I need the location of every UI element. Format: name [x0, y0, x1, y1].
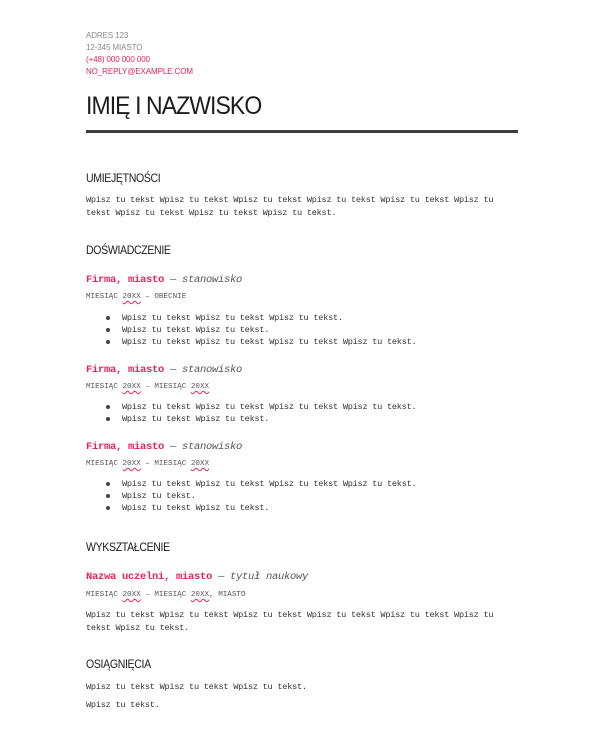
- list-item: Wpisz tu tekst Wpisz tu tekst.: [86, 324, 518, 336]
- job-bullet-list: [86, 478, 518, 514]
- job-date-end-month: – MIESIĄC: [140, 460, 191, 468]
- job-separator: —: [164, 364, 183, 376]
- job-date-end-year: 20XX: [190, 460, 210, 468]
- education-title-line: [86, 571, 308, 583]
- job-role: stanowisko: [182, 441, 243, 453]
- education-heading: WYKSZTAŁCENIE: [86, 540, 170, 554]
- title-divider: [86, 130, 518, 133]
- experience-heading: DOŚWIADCZENIE: [86, 243, 171, 257]
- job-company: Firma, miasto: [86, 364, 165, 376]
- job-date-start-year: 20XX: [122, 383, 141, 391]
- education-degree: tytuł naukowy: [230, 571, 309, 583]
- phone-number: (+48) 000 000 000: [86, 55, 150, 64]
- job-role: stanowisko: [182, 364, 243, 376]
- job-title-line: [86, 441, 242, 453]
- list-item: Wpisz tu tekst Wpisz tu tekst Wpisz tu tekst Wpisz tu tekst.: [86, 336, 518, 348]
- achievements-heading: OSIĄGNIĘCIA: [86, 657, 151, 671]
- email-address: NO_REPLY@EXAMPLE.COM: [86, 67, 193, 76]
- address-line-2: 12-345 MIASTO: [86, 43, 143, 52]
- list-item: Wpisz tu tekst Wpisz tu tekst.: [86, 502, 518, 514]
- job-bullet-list: [86, 401, 518, 425]
- education-date-end-year: 20XX: [190, 591, 210, 599]
- contact-block: [86, 30, 193, 78]
- skills-heading: UMIEJĘTNOŚCI: [86, 171, 161, 185]
- education-school: Nazwa uczelni, miasto: [86, 571, 213, 583]
- job-date-start-month: MIESIĄC: [86, 383, 123, 391]
- list-item: Wpisz tu tekst Wpisz tu tekst Wpisz tu tekst Wpisz tu tekst.: [86, 401, 518, 413]
- job-date-end-month: – MIESIĄC: [140, 383, 191, 391]
- job-date-end: – OBECNIE: [140, 293, 187, 301]
- job-dates: [86, 383, 209, 391]
- job-separator: —: [164, 441, 183, 453]
- address-line-1: ADRES 123: [86, 31, 129, 40]
- job-title-line: [86, 274, 242, 286]
- education-date-start-month: MIESIĄC: [86, 591, 123, 599]
- education-separator: —: [212, 571, 231, 583]
- job-company: Firma, miasto: [86, 441, 165, 453]
- job-date-start-month: MIESIĄC: [86, 460, 123, 468]
- job-dates: [86, 460, 209, 468]
- job-company: Firma, miasto: [86, 274, 165, 286]
- job-dates: [86, 293, 186, 301]
- education-location: , MIASTO: [209, 591, 246, 599]
- job-bullet-list: [86, 312, 518, 348]
- job-date-start-year: 20XX: [122, 460, 141, 468]
- job-role: stanowisko: [182, 274, 243, 286]
- achievements-line-2: Wpisz tu tekst.: [86, 700, 160, 710]
- full-name-title: IMIĘ I NAZWISKO: [86, 92, 262, 120]
- education-date-end-month: – MIESIĄC: [140, 591, 191, 599]
- skills-text: Wpisz tu tekst Wpisz tu tekst Wpisz tu tekst Wpisz tu tekst Wpisz tu tekst Wpisz tu tekst Wpisz tu tekst Wpisz tu tekst Wpisz tu tekst.: [86, 195, 494, 218]
- list-item: Wpisz tu tekst Wpisz tu tekst Wpisz tu tekst Wpisz tu tekst.: [86, 478, 518, 490]
- education-text: Wpisz tu tekst Wpisz tu tekst Wpisz tu tekst Wpisz tu tekst Wpisz tu tekst Wpisz tu tekst Wpisz tu tekst.: [86, 610, 494, 633]
- list-item: Wpisz tu tekst.: [86, 490, 518, 502]
- job-separator: —: [164, 274, 183, 286]
- job-title-line: [86, 364, 242, 376]
- job-date-start-month: MIESIĄC: [86, 293, 123, 301]
- education-date-start-year: 20XX: [122, 591, 141, 599]
- job-date-start-year: 20XX: [122, 293, 141, 301]
- list-item: Wpisz tu tekst Wpisz tu tekst Wpisz tu tekst.: [86, 312, 518, 324]
- education-dates: [86, 591, 246, 599]
- achievements-line-1: Wpisz tu tekst Wpisz tu tekst Wpisz tu tekst.: [86, 682, 307, 692]
- job-date-end-year: 20XX: [190, 383, 210, 391]
- list-item: Wpisz tu tekst Wpisz tu tekst.: [86, 413, 518, 425]
